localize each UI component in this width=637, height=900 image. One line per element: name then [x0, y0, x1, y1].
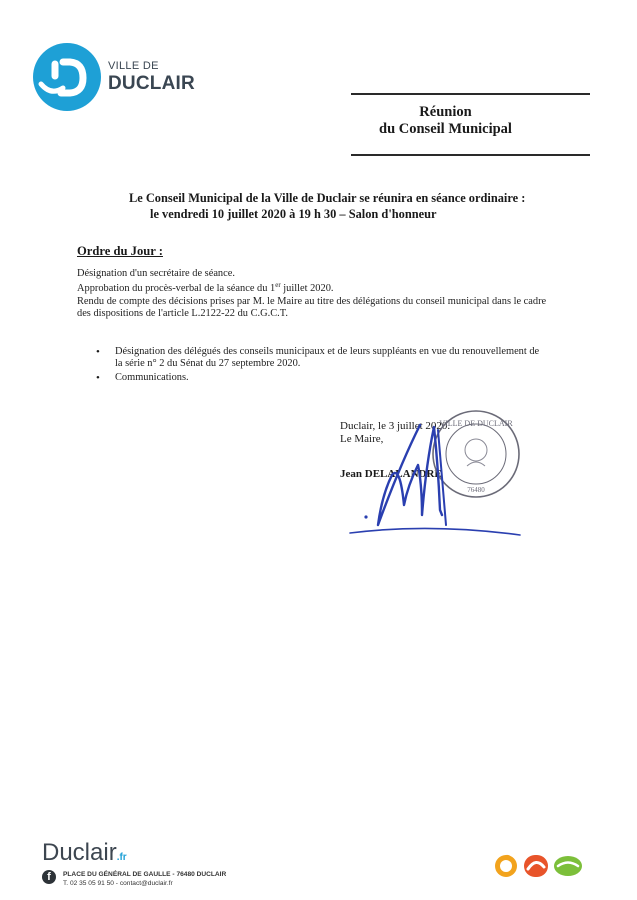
signature-place-date: Duclair, le 3 juillet 2020.: [340, 420, 451, 432]
footer-brand: [42, 839, 127, 867]
agenda-item-minutes: [77, 283, 334, 294]
bullet-item-delegates-line-1: Désignation des délégués des conseils municipaux et de leurs suppléants en vue du renouvellement de: [115, 346, 540, 357]
city-logo-icon: [33, 40, 105, 115]
bullet-marker: •: [96, 372, 100, 384]
bullet-item-delegates-line-2: la série n° 2 du Sénat du 27 septembre 2020.: [115, 358, 301, 369]
stamp-code: 76480: [467, 486, 485, 494]
handwritten-signature: [330, 405, 540, 540]
announcement-line-1: Le Conseil Municipal de la Ville de Duclair se réunira en séance ordinaire :: [129, 191, 526, 205]
footer-contact: T. 02 35 05 91 50 - contact@duclair.fr: [63, 880, 173, 887]
logo-duclair: DUCLAIR: [108, 73, 195, 94]
document-subtitle: du Conseil Municipal: [379, 121, 512, 137]
footer-brand-tld: .fr: [116, 852, 127, 863]
footer-brand-name: Duclair: [42, 839, 117, 866]
agenda-item-minutes-date: juillet 2020.: [280, 283, 334, 294]
city-logo: [33, 40, 213, 115]
bullet-marker: •: [96, 346, 100, 358]
agenda-item-minutes-sup: er: [275, 281, 281, 289]
logo-ville-de: VILLE DE: [108, 60, 159, 72]
announcement-line-2: le vendredi 10 juillet 2020 à 19 h 30 – Salon d'honneur: [150, 207, 437, 221]
agenda-heading: Ordre du Jour :: [77, 244, 163, 258]
facebook-icon[interactable]: f: [42, 870, 56, 884]
signature-name: Jean DELALANDRE: [340, 468, 442, 480]
signature-role: Le Maire,: [340, 433, 384, 445]
title-rule-bottom: [351, 154, 590, 156]
bullet-item-communications: Communications.: [115, 372, 189, 383]
partner-logos-icon: [492, 851, 584, 879]
title-rule-top: [351, 93, 590, 95]
agenda-item-secretary: Désignation d'un secrétaire de séance.: [77, 268, 235, 279]
agenda-item-report-line-2: des dispositions de l'article L.2122-22 du C.G.C.T.: [77, 308, 288, 319]
stamp-text: VILLE DE DUCLAIR: [439, 419, 513, 428]
agenda-item-minutes-text: Approbation du procès-verbal de la séance du 1: [77, 283, 276, 294]
agenda-item-report-line-1: Rendu de compte des décisions prises par M. le Maire au titre des délégations du conseil municipal dans le cadre: [77, 296, 547, 307]
footer-address: PLACE DU GÉNÉRAL DE GAULLE - 76480 DUCLAIR: [63, 871, 227, 878]
document-title: Réunion: [419, 104, 472, 120]
